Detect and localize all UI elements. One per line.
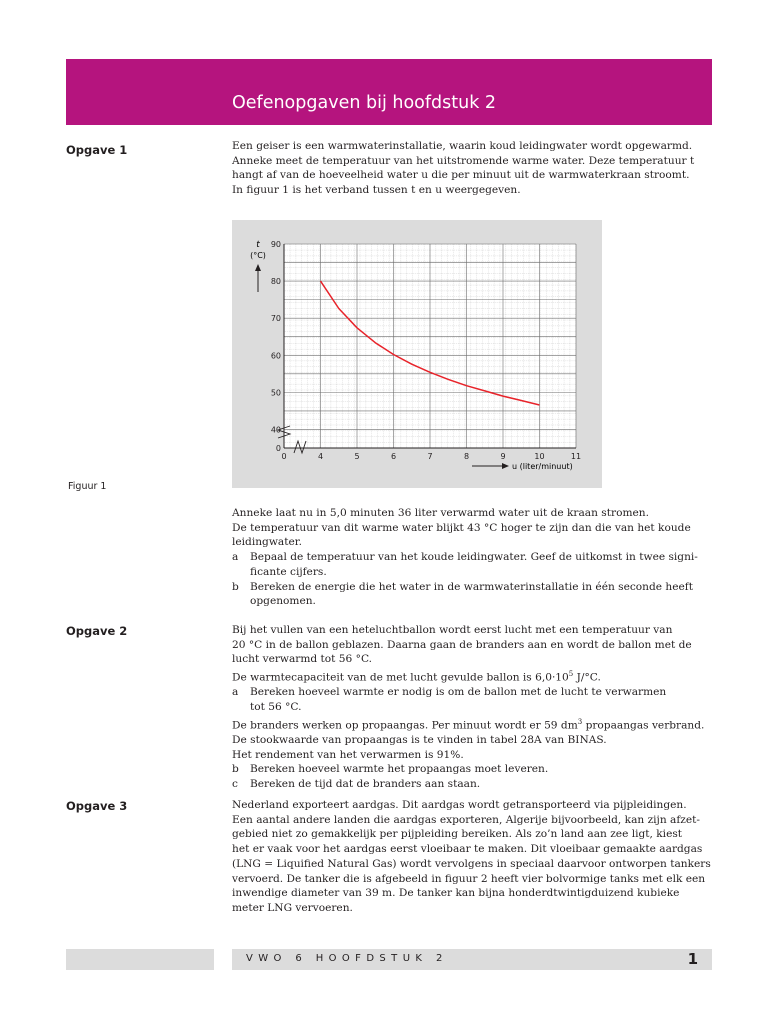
- x-tick-label: 8: [463, 452, 470, 461]
- question-line: Bepaal de temperatuur van het koude leidingwater. Geef de uitkomst in twee signi-: [250, 551, 698, 564]
- opgave-1-intro: [232, 139, 716, 198]
- opgave-3-label: Opgave 3: [66, 799, 128, 813]
- propane-line: De branders werken op propaangas. Per minuut wordt er 59 $dm^3$ propaangas verbrand.: [232, 717, 705, 732]
- question-line: Bereken hoeveel warmte het propaangas moet leveren.: [250, 763, 549, 776]
- paragraph-line: De temperatuur van dit warme water blijkt 43 °C hoger te zijn dan die van het koude: [232, 521, 691, 534]
- y-axis-unit: (°C): [250, 251, 266, 260]
- x-tick-label: 10: [534, 452, 545, 461]
- question-a: [232, 685, 716, 714]
- paragraph-line: Het rendement van het verwarmen is 91%.: [232, 748, 464, 761]
- question-mark: b: [232, 763, 239, 776]
- y-axis-symbol: t: [256, 240, 260, 250]
- question-line: Bereken de tijd dat de branders aan staan.: [250, 778, 481, 791]
- question-c: [232, 777, 716, 792]
- figure-1: [232, 220, 602, 488]
- opgave-1-questions: [232, 506, 716, 609]
- paragraph-line: (LNG = Liquified Natural Gas) wordt vervolgens in speciaal daarvoor ontworpen tankers: [232, 857, 711, 870]
- question-line: ficante cijfers.: [250, 565, 327, 578]
- paragraph-line: vervoerd. De tanker die is afgebeeld in figuur 2 heeft vier bolvormige tanks met elk een: [232, 872, 706, 885]
- opgave-2-label: Opgave 2: [66, 624, 128, 638]
- x-tick-label: 6: [390, 452, 397, 461]
- question-line: Bereken hoeveel warmte er nodig is om de ballon met de lucht te verwarmen: [250, 686, 667, 699]
- x-tick-label: 11: [570, 452, 582, 461]
- page-number: 1: [687, 950, 698, 968]
- y-tick-label: 80: [270, 277, 281, 287]
- question-line: tot 56 °C.: [250, 701, 302, 714]
- paragraph-line: meter LNG vervoeren.: [232, 901, 353, 914]
- paragraph-line: Anneke laat nu in 5,0 minuten 36 liter verwarmd water uit de kraan stromen.: [232, 507, 649, 519]
- paragraph-line: hangt af van de hoeveelheid water u die per minuut uit de warmwaterkraan stroomt.: [232, 169, 690, 182]
- question-mark: c: [232, 778, 238, 791]
- opgave-3-text: [232, 798, 716, 916]
- question-line: opgenomen.: [250, 595, 316, 608]
- question-mark: b: [232, 580, 239, 593]
- y-tick-label: 60: [270, 351, 281, 361]
- figure-1-caption: Figuur 1: [68, 481, 107, 492]
- opgave-2-text: [232, 623, 716, 792]
- question-mark: a: [232, 686, 239, 699]
- heat-capacity-line: De warmtecapaciteit van de met lucht gevulde ballon is $6,0\cdot 10^5$ J/°C.: [232, 670, 601, 684]
- x-tick-label: 5: [354, 452, 360, 461]
- question-a: [232, 550, 716, 579]
- question-mark: a: [232, 551, 239, 564]
- footer-bar: [232, 949, 712, 970]
- paragraph-line: gebied niet zo gemakkelijk per pijpleiding bereiken. Als zo’n land aan zee ligt, kiest: [232, 828, 683, 841]
- x-tick-label: 4: [317, 452, 324, 461]
- x-tick-label: 7: [427, 452, 433, 461]
- y-tick-label: 0: [275, 444, 281, 453]
- y-tick-label: 40: [270, 425, 281, 435]
- temperature-flow-chart: [232, 220, 602, 488]
- paragraph-line: In figuur 1 is het verband tussen t en u weergegeven.: [232, 184, 521, 197]
- paragraph-line: De stookwaarde van propaangas is te vinden in tabel 28A van BINAS.: [232, 733, 607, 746]
- paragraph-line: Een geiser is een warmwaterinstallatie, waarin koud leidingwater wordt opgewarmd.: [232, 140, 693, 152]
- page-title: Oefenopgaven bij hoofdstuk 2: [232, 93, 497, 113]
- question-b: [232, 762, 716, 777]
- paragraph-line: Anneke meet de temperatuur van het uitstromende warme water. Deze temperatuur t: [232, 154, 695, 167]
- question-b: [232, 580, 716, 609]
- y-tick-label: 70: [270, 314, 281, 324]
- paragraph-line: 20 °C in de ballon geblazen. Daarna gaan de branders aan en wordt de ballon met de: [232, 638, 692, 651]
- x-axis-label: u (liter/minuut): [512, 462, 573, 471]
- footer-left-bar: [66, 949, 214, 970]
- question-line: Bereken de energie die het water in de warmwaterinstallatie in één seconde heeft: [250, 580, 693, 593]
- paragraph-line: het er vaak voor het aardgas eerst vloeibaar te maken. Dit vloeibaar gemaakte aardgas: [232, 843, 703, 856]
- x-tick-label: 0: [281, 452, 287, 461]
- header-banner: [66, 59, 712, 125]
- paragraph-line: Nederland exporteert aardgas. Dit aardgas wordt getransporteerd via pijpleidingen.: [232, 799, 687, 811]
- x-tick-label: 9: [500, 452, 506, 461]
- y-tick-label: 50: [270, 388, 281, 398]
- opgave-1-label: Opgave 1: [66, 143, 128, 157]
- paragraph-line: leidingwater.: [232, 536, 302, 549]
- y-axis-arrow: [255, 264, 261, 292]
- paragraph-line: Een aantal andere landen die aardgas exporteren, Algerije bijvoorbeeld, kan zijn afzet-: [232, 813, 700, 826]
- running-head: VWO 6 HOOFDSTUK 2: [246, 953, 448, 964]
- x-axis-arrow: [472, 463, 509, 469]
- y-tick-label: 90: [270, 240, 281, 249]
- paragraph-line: inwendige diameter van 39 m. De tanker kan bijna honderdtwintigduizend kubieke: [232, 887, 680, 900]
- paragraph-line: Bij het vullen van een heteluchtballon wordt eerst lucht met een temperatuur van: [232, 624, 673, 636]
- paragraph-line: lucht verwarmd tot 56 °C.: [232, 653, 373, 666]
